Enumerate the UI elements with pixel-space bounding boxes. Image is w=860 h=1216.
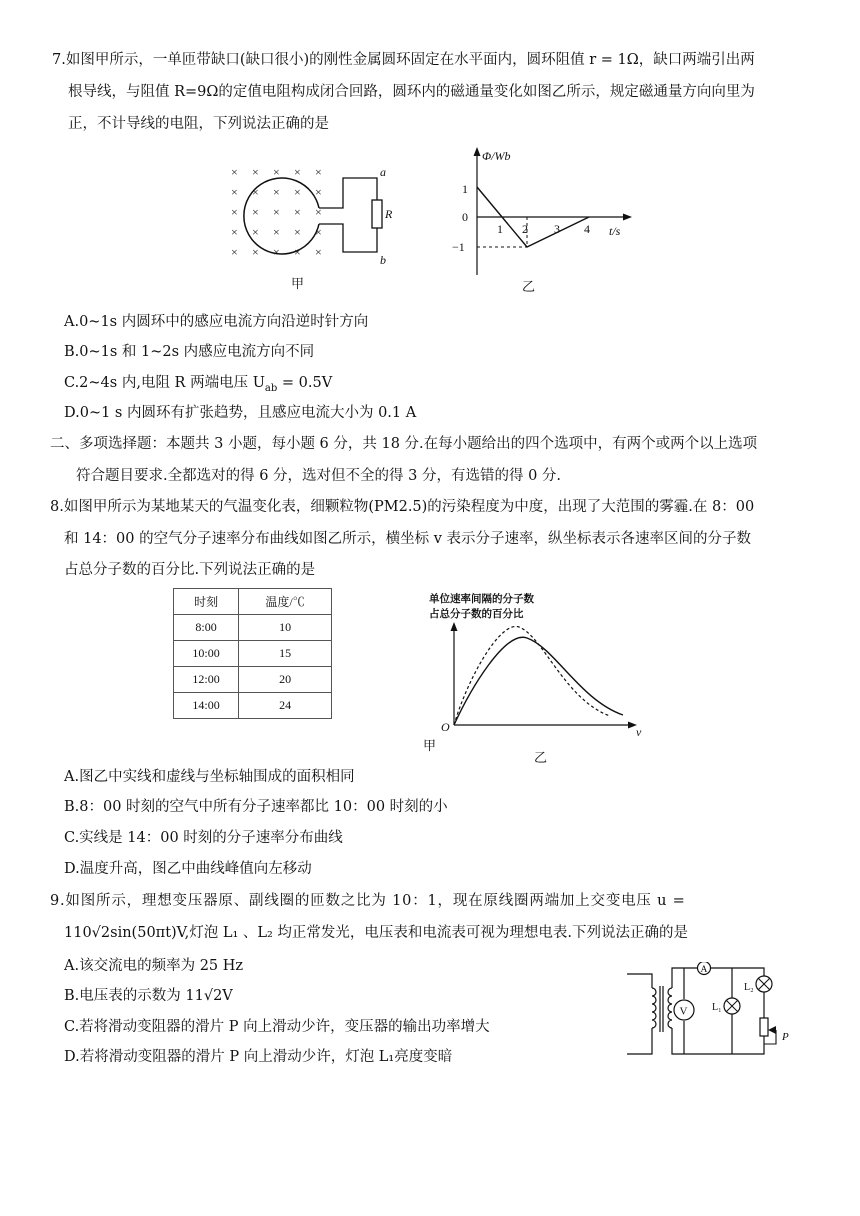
q7-option-a: A.0~1s 内圆环中的感应电流方向沿逆时针方向 [64, 314, 369, 330]
q8-ylabel-line2: 占总分子数的百分比 [429, 609, 524, 620]
svg-text:×: × [273, 185, 280, 199]
wire-top [319, 178, 377, 208]
svg-text:×: × [252, 185, 259, 199]
q8-stem-line2: 和 14：00 的空气分子速率分布曲线如图乙所示，横坐标 v 表示分子速率，纵坐标表示各速率区间的分子数 [64, 531, 752, 547]
table-cell: 24 [239, 693, 332, 719]
section2-line1: 二、多项选择题：本题共 3 小题，每小题 6 分，共 18 分.在每小题给出的四个选项中，有两个或两个以上选项 [50, 436, 758, 452]
q8-figure-yi [415, 590, 650, 768]
resistor-R [372, 200, 382, 228]
label-a: a [380, 165, 386, 179]
q8-stem-line3: 占总分子数的百分比.下列说法正确的是 [64, 562, 316, 578]
bulb-L2-label: L₂ [744, 982, 754, 993]
yi-xlabel: t/s [609, 224, 621, 238]
svg-text:×: × [252, 205, 259, 219]
q8-origin: O [441, 720, 450, 734]
svg-text:×: × [252, 245, 259, 259]
table-cell: 14:00 [174, 693, 239, 719]
q9-stem-line1: 9.如图所示，理想变压器原、副线圈的匝数之比为 10：1，现在原线圈两端加上交变电压 u = [50, 893, 686, 909]
q8-option-d: D.温度升高，图乙中曲线峰值向左移动 [64, 861, 312, 877]
q9-option-c: C.若将滑动变阻器的滑片 P 向上滑动少许，变压器的输出功率增大 [64, 1019, 490, 1035]
svg-text:×: × [231, 205, 238, 219]
q8-option-c: C.实线是 14：00 时刻的分子速率分布曲线 [64, 830, 343, 846]
yi-ylabel: Φ/Wb [482, 149, 511, 163]
label-b: b [380, 253, 386, 267]
q9-circuit-figure [622, 962, 800, 1062]
table-header: 时刻 [174, 589, 239, 615]
q9-option-a: A.该交流电的频率为 25 Hz [64, 958, 244, 974]
svg-text:×: × [273, 225, 280, 239]
caption-jia: 甲 [423, 738, 437, 753]
caption-yi: 乙 [522, 279, 536, 294]
table-cell: 10 [239, 615, 332, 641]
svg-text:×: × [315, 205, 322, 219]
q9-option-d: D.若将滑动变阻器的滑片 P 向上滑动少许，灯泡 L₁亮度变暗 [64, 1049, 453, 1065]
ammeter-label: A [700, 965, 708, 975]
yi-xtick-4: 4 [584, 222, 590, 236]
svg-text:×: × [294, 245, 301, 259]
primary-coil [627, 974, 656, 1054]
table-cell: 12:00 [174, 667, 239, 693]
svg-text:×: × [252, 165, 259, 179]
yi-ytick-1: 1 [462, 182, 468, 196]
temperature-table [173, 588, 332, 719]
rheostat [760, 1018, 768, 1036]
q7-stem-line2: 根导线，与阻值 R=9Ω的定值电阻构成闭合回路，圆环内的磁通量变化如图乙所示，规定磁通量方向向里为 [68, 84, 755, 100]
dashed-curve [454, 626, 610, 725]
q8-xlabel: v [636, 725, 642, 739]
q8-stem-line1: 8.如图甲所示为某地某天的气温变化表，细颗粒物(PM2.5)的污染程度为中度，出现了大范围的雾霾.在 8：00 [50, 499, 755, 515]
solid-curve [454, 637, 623, 725]
svg-text:×: × [273, 245, 280, 259]
q9-option-b: B.电压表的示数为 11√2V [64, 988, 233, 1004]
svg-text:×: × [294, 225, 301, 239]
yi-ytick-0: 0 [462, 210, 468, 224]
table-header-row [174, 589, 332, 615]
table-cell: 10:00 [174, 641, 239, 667]
q7-stem-line1: 7.如图甲所示，一单匝带缺口(缺口很小)的刚性金属圆环固定在水平面内，圆环阻值 r = 1Ω，缺口两端引出两 [52, 52, 755, 68]
svg-text:×: × [315, 225, 322, 239]
svg-text:×: × [294, 205, 301, 219]
svg-text:×: × [315, 245, 322, 259]
svg-text:×: × [315, 165, 322, 179]
table-header: 温度/℃ [239, 589, 332, 615]
svg-text:×: × [294, 185, 301, 199]
voltmeter-label: V [679, 1005, 688, 1018]
q7-option-c: C.2~4s 内,电阻 R 两端电压 $U_{ab} = 0.5V$ [64, 375, 333, 394]
q7-option-b: B.0~1s 和 1~2s 内感应电流方向不同 [64, 344, 315, 360]
wire-bottom [319, 224, 377, 252]
svg-text:×: × [315, 185, 322, 199]
table-row [174, 615, 332, 641]
bulb-L1-label: L₁ [712, 1002, 722, 1013]
svg-text:×: × [231, 225, 238, 239]
q8-option-b: B.8：00 时刻的空气中所有分子速率都比 10：00 时刻的小 [64, 799, 448, 815]
svg-text:×: × [231, 185, 238, 199]
table-cell: 15 [239, 641, 332, 667]
svg-text:×: × [273, 165, 280, 179]
q7-stem-line3: 正，不计导线的电阻，下列说法正确的是 [68, 116, 329, 132]
caption-yi: 乙 [534, 750, 548, 765]
q7-figure-jia [225, 160, 395, 295]
yi-xtick-2: 2 [522, 222, 528, 236]
svg-text:×: × [231, 165, 238, 179]
table-cell: 8:00 [174, 615, 239, 641]
caption-jia: 甲 [291, 276, 305, 291]
svg-text:×: × [273, 205, 280, 219]
yi-xtick-3: 3 [554, 222, 560, 236]
svg-text:×: × [231, 245, 238, 259]
q7-option-d: D.0~1 s 内圆环有扩张趋势，且感应电流大小为 0.1 A [64, 405, 417, 421]
yi-xtick-1: 1 [497, 222, 503, 236]
q7-figure-yi [450, 145, 640, 295]
table-cell: 20 [239, 667, 332, 693]
q9-stem-line2: 110√2sin(50πt)V,灯泡 L₁ 、L₂ 均正常发光，电压表和电流表可视为理想电表.下列说法正确的是 [64, 925, 689, 941]
q8-ylabel-line1: 单位速率间隔的分子数 [429, 594, 534, 605]
section2-line2: 符合题目要求.全都选对的得 6 分，选对但不全的得 3 分，有选错的得 0 分. [76, 468, 562, 484]
yi-ytick-neg1: −1 [452, 240, 465, 254]
svg-text:×: × [294, 165, 301, 179]
table-row [174, 641, 332, 667]
label-R: R [385, 207, 393, 221]
q8-option-a: A.图乙中实线和虚线与坐标轴围成的面积相同 [64, 769, 355, 785]
slider-P-label: P [782, 1031, 789, 1043]
svg-text:×: × [252, 225, 259, 239]
table-row [174, 667, 332, 693]
table-row [174, 693, 332, 719]
